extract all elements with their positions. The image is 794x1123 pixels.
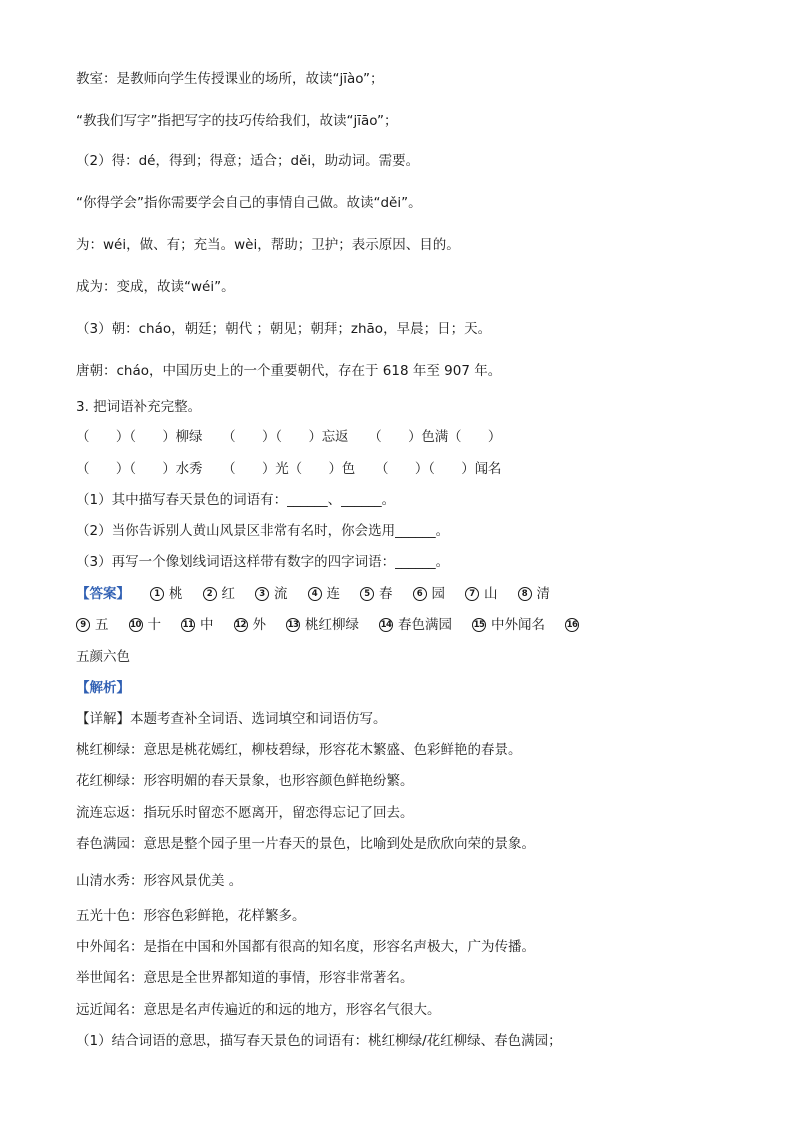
- circled-number: 16: [565, 618, 579, 632]
- text-line: （3）朝：cháo，朝廷；朝代 ；朝见；朝拜；zhāo，早晨；日；天。: [76, 321, 492, 337]
- answer-item: 11 中: [182, 617, 214, 633]
- question-sub: （1）其中描写春天景色的词语有：______、______。: [76, 492, 396, 508]
- circled-number: 14: [379, 618, 393, 632]
- analysis-line: 流连忘返：指玩乐时留恋不愿离开，留恋得忘记了回去。: [76, 805, 414, 821]
- answer-continuation: 五颜六色: [76, 649, 130, 665]
- analysis-line: 远近闻名：意思是名声传遍近的和远的地方，形容名气很大。: [76, 1002, 441, 1018]
- answer-item: 7 山: [465, 585, 498, 603]
- answer-item: 13 桃红柳绿: [287, 617, 359, 633]
- circled-number: 3: [255, 587, 269, 601]
- text-line: 成为：变成，故读“wéi”。: [76, 279, 235, 295]
- answer-item: 1 桃: [150, 585, 183, 603]
- answer-label: 【答案】: [76, 586, 130, 602]
- analysis-line: 桃红柳绿：意思是桃花嫣红，柳枝碧绿，形容花木繁盛、色彩鲜艳的春景。: [76, 742, 522, 758]
- text-line: “你得学会”指你需要学会自己的事情自己做。故读“děi”。: [76, 195, 422, 211]
- text-line: （2）得：dé，得到；得意；适合；děi，助动词。需要。: [76, 153, 420, 169]
- circled-number: 7: [465, 587, 479, 601]
- answer-item: 10 十: [130, 617, 161, 633]
- question-title: 3. 把词语补充完整。: [76, 399, 202, 415]
- answer-item: 5 春: [360, 585, 393, 603]
- answer-row: [76, 585, 754, 603]
- circled-number: 12: [234, 618, 248, 632]
- answer-item: [565, 618, 584, 632]
- answer-row: [76, 616, 754, 634]
- analysis-line: 五光十色：形容色彩鲜艳，花样繁多。: [76, 908, 306, 924]
- analysis-line: 举世闻名：意思是全世界都知道的事情，形容非常著名。: [76, 970, 414, 986]
- question-sub: （3）再写一个像划线词语这样带有数字的四字词语：______。: [76, 554, 450, 570]
- circled-number: 11: [181, 618, 195, 632]
- circled-number: 10: [129, 618, 143, 632]
- question-blank-row: （ ）（ ）柳绿 （ ）（ ）忘返 （ ）色满（ ）: [76, 429, 502, 445]
- answer-item: 12 外: [235, 617, 266, 633]
- question-sub: （2）当你告诉别人黄山风景区非常有名时，你会选用______。: [76, 523, 450, 539]
- text-line: 为：wéi，做、有；充当。wèi，帮助；卫护；表示原因、目的。: [76, 237, 460, 253]
- circled-number: 1: [150, 587, 164, 601]
- analysis-line: 花红柳绿：形容明媚的春天景象，也形容颜色鲜艳纷繁。: [76, 773, 414, 789]
- text-line: 教室：是教师向学生传授课业的场所，故读“jīào”；: [76, 71, 384, 87]
- analysis-line: 春色满园：意思是整个园子里一片春天的景色，比喻到处是欣欣向荣的景象。: [76, 836, 535, 852]
- answer-item: 3 流: [255, 585, 288, 603]
- answer-item: 15 中外闻名: [473, 617, 545, 633]
- question-blank-row: （ ）（ ）水秀 （ ）光（ ）色 （ ）（ ）闻名: [76, 461, 502, 477]
- answer-item: 6 园: [413, 585, 446, 603]
- analysis-line: 山清水秀：形容风景优美 。: [76, 873, 243, 889]
- circled-number: 6: [413, 587, 427, 601]
- analysis-line: 【详解】本题考查补全词语、选词填空和词语仿写。: [76, 711, 387, 727]
- answer-item: 4 连: [308, 585, 341, 603]
- circled-number: 2: [203, 587, 217, 601]
- circled-number: 8: [518, 587, 532, 601]
- answer-item: 14 春色满园: [380, 617, 452, 633]
- circled-number: 13: [286, 618, 300, 632]
- text-line: 唐朝：cháo，中国历史上的一个重要朝代，存在于 618 年至 907 年。: [76, 363, 502, 379]
- analysis-line: 中外闻名：是指在中国和外国都有很高的知名度，形容名声极大，广为传播。: [76, 939, 535, 955]
- circled-number: 5: [360, 587, 374, 601]
- circled-number: 15: [472, 618, 486, 632]
- text-line: “教我们写字”指把写字的技巧传给我们，故读“jīāo”；: [76, 113, 398, 129]
- answer-item: 9 五: [76, 616, 109, 634]
- answer-item: 8 清: [518, 585, 551, 603]
- circled-number: 9: [76, 618, 90, 632]
- analysis-label: 【解析】: [76, 680, 130, 696]
- circled-number: 4: [308, 587, 322, 601]
- answer-item: 2 红: [203, 585, 236, 603]
- analysis-line: （1）结合词语的意思，描写春天景色的词语有：桃红柳绿/花红柳绿、春色满园；: [76, 1033, 562, 1049]
